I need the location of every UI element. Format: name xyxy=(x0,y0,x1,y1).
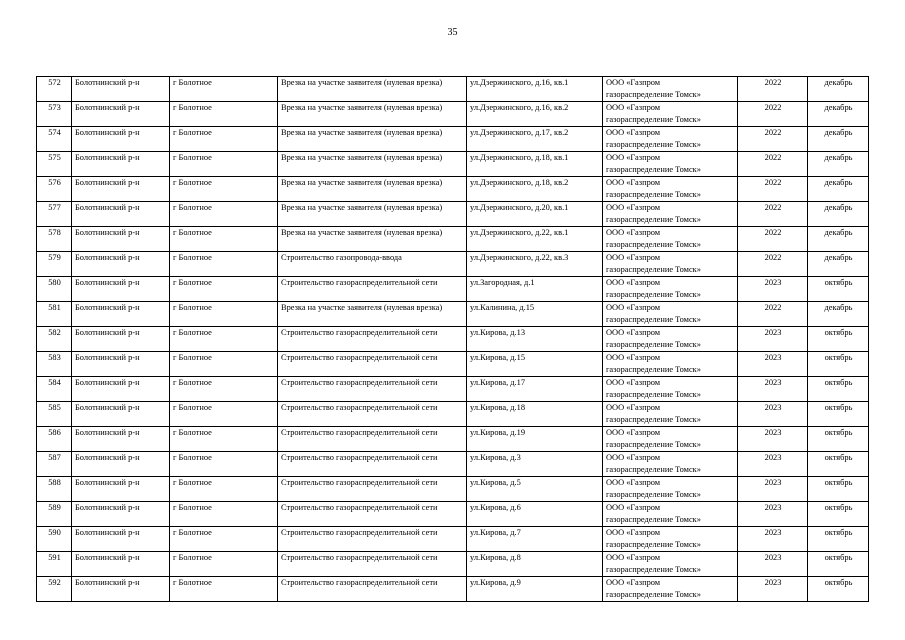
organization-cell xyxy=(603,227,738,252)
year-cell: 2023 xyxy=(738,402,808,427)
address-cell: ул.Кирова, д.9 xyxy=(467,577,603,602)
district-cell: Болотнинский р-н xyxy=(72,327,170,352)
town-cell: г Болотное xyxy=(170,327,278,352)
year-cell: 2022 xyxy=(738,177,808,202)
gas-connection-table xyxy=(36,76,869,602)
year-cell: 2023 xyxy=(738,277,808,302)
organization-line-1: ООО «Газпром xyxy=(606,128,661,137)
month-cell: октябрь xyxy=(808,502,869,527)
organization-line-1: ООО «Газпром xyxy=(606,203,661,212)
organization-line-1: ООО «Газпром xyxy=(606,153,661,162)
town-cell: г Болотное xyxy=(170,377,278,402)
row-number-cell: 578 xyxy=(37,227,72,252)
month-cell: декабрь xyxy=(808,202,869,227)
town-cell: г Болотное xyxy=(170,452,278,477)
work-type-cell: Врезка на участке заявителя (нулевая врезка) xyxy=(278,302,467,327)
year-cell: 2023 xyxy=(738,477,808,502)
organization-line-1: ООО «Газпром xyxy=(606,453,661,462)
organization-cell xyxy=(603,127,738,152)
month-cell: декабрь xyxy=(808,102,869,127)
work-type-cell: Строительство газопровода-ввода xyxy=(278,252,467,277)
organization-line-2: газораспределение Томск» xyxy=(606,265,701,274)
row-number-cell: 590 xyxy=(37,527,72,552)
organization-cell xyxy=(603,252,738,277)
table-row xyxy=(37,152,869,177)
year-cell: 2022 xyxy=(738,152,808,177)
month-cell: октябрь xyxy=(808,352,869,377)
address-cell: ул.Дзержинского, д.16, кв.1 xyxy=(467,77,603,102)
year-cell: 2022 xyxy=(738,102,808,127)
district-cell: Болотнинский р-н xyxy=(72,377,170,402)
year-cell: 2023 xyxy=(738,552,808,577)
organization-line-1: ООО «Газпром xyxy=(606,178,661,187)
year-cell: 2022 xyxy=(738,127,808,152)
year-cell: 2023 xyxy=(738,352,808,377)
table-row xyxy=(37,277,869,302)
organization-line-1: ООО «Газпром xyxy=(606,253,661,262)
organization-line-1: ООО «Газпром xyxy=(606,578,661,587)
organization-cell xyxy=(603,402,738,427)
month-cell: октябрь xyxy=(808,577,869,602)
table-row xyxy=(37,502,869,527)
organization-line-2: газораспределение Томск» xyxy=(606,140,701,149)
district-cell: Болотнинский р-н xyxy=(72,552,170,577)
district-cell: Болотнинский р-н xyxy=(72,477,170,502)
work-type-cell: Строительство газораспределительной сети xyxy=(278,352,467,377)
row-number-cell: 581 xyxy=(37,302,72,327)
month-cell: октябрь xyxy=(808,452,869,477)
district-cell: Болотнинский р-н xyxy=(72,102,170,127)
district-cell: Болотнинский р-н xyxy=(72,277,170,302)
work-type-cell: Строительство газораспределительной сети xyxy=(278,477,467,502)
district-cell: Болотнинский р-н xyxy=(72,302,170,327)
town-cell: г Болотное xyxy=(170,502,278,527)
organization-line-2: газораспределение Томск» xyxy=(606,465,701,474)
organization-line-1: ООО «Газпром xyxy=(606,328,661,337)
organization-cell xyxy=(603,77,738,102)
year-cell: 2023 xyxy=(738,377,808,402)
address-cell: ул.Кирова, д.15 xyxy=(467,352,603,377)
address-cell: ул.Кирова, д.8 xyxy=(467,552,603,577)
district-cell: Болотнинский р-н xyxy=(72,202,170,227)
row-number-cell: 584 xyxy=(37,377,72,402)
year-cell: 2023 xyxy=(738,577,808,602)
organization-cell xyxy=(603,552,738,577)
month-cell: октябрь xyxy=(808,477,869,502)
table-row xyxy=(37,452,869,477)
page-number: 35 xyxy=(447,27,458,38)
district-cell: Болотнинский р-н xyxy=(72,527,170,552)
table-row xyxy=(37,377,869,402)
year-cell: 2022 xyxy=(738,202,808,227)
table-row xyxy=(37,327,869,352)
table-row xyxy=(37,202,869,227)
town-cell: г Болотное xyxy=(170,402,278,427)
address-cell: ул.Кирова, д.18 xyxy=(467,402,603,427)
work-type-cell: Врезка на участке заявителя (нулевая врезка) xyxy=(278,152,467,177)
year-cell: 2022 xyxy=(738,77,808,102)
table-row xyxy=(37,427,869,452)
month-cell: октябрь xyxy=(808,427,869,452)
row-number-cell: 577 xyxy=(37,202,72,227)
organization-line-1: ООО «Газпром xyxy=(606,528,661,537)
month-cell: декабрь xyxy=(808,252,869,277)
month-cell: декабрь xyxy=(808,77,869,102)
organization-line-1: ООО «Газпром xyxy=(606,428,661,437)
row-number-cell: 583 xyxy=(37,352,72,377)
year-cell: 2023 xyxy=(738,502,808,527)
district-cell: Болотнинский р-н xyxy=(72,177,170,202)
address-cell: ул.Дзержинского, д.22, кв.3 xyxy=(467,252,603,277)
town-cell: г Болотное xyxy=(170,427,278,452)
organization-line-2: газораспределение Томск» xyxy=(606,590,701,599)
work-type-cell: Строительство газораспределительной сети xyxy=(278,427,467,452)
organization-line-1: ООО «Газпром xyxy=(606,228,661,237)
organization-line-2: газораспределение Томск» xyxy=(606,390,701,399)
town-cell: г Болотное xyxy=(170,227,278,252)
address-cell: ул.Дзержинского, д.17, кв.2 xyxy=(467,127,603,152)
table-row xyxy=(37,302,869,327)
row-number-cell: 573 xyxy=(37,102,72,127)
town-cell: г Болотное xyxy=(170,252,278,277)
organization-cell xyxy=(603,427,738,452)
town-cell: г Болотное xyxy=(170,102,278,127)
town-cell: г Болотное xyxy=(170,177,278,202)
organization-line-1: ООО «Газпром xyxy=(606,353,661,362)
table-body xyxy=(37,77,869,602)
organization-line-2: газораспределение Томск» xyxy=(606,90,701,99)
month-cell: октябрь xyxy=(808,402,869,427)
town-cell: г Болотное xyxy=(170,127,278,152)
town-cell: г Болотное xyxy=(170,302,278,327)
year-cell: 2023 xyxy=(738,527,808,552)
address-cell: ул.Кирова, д.17 xyxy=(467,377,603,402)
table-row xyxy=(37,577,869,602)
organization-cell xyxy=(603,527,738,552)
town-cell: г Болотное xyxy=(170,527,278,552)
address-cell: ул.Кирова, д.13 xyxy=(467,327,603,352)
month-cell: октябрь xyxy=(808,327,869,352)
table-row xyxy=(37,527,869,552)
district-cell: Болотнинский р-н xyxy=(72,577,170,602)
address-cell: ул.Дзержинского, д.16, кв.2 xyxy=(467,102,603,127)
address-cell: ул.Дзержинского, д.18, кв.2 xyxy=(467,177,603,202)
address-cell: ул.Дзержинского, д.18, кв.1 xyxy=(467,152,603,177)
town-cell: г Болотное xyxy=(170,277,278,302)
district-cell: Болотнинский р-н xyxy=(72,127,170,152)
work-type-cell: Строительство газораспределительной сети xyxy=(278,552,467,577)
district-cell: Болотнинский р-н xyxy=(72,427,170,452)
row-number-cell: 576 xyxy=(37,177,72,202)
month-cell: декабрь xyxy=(808,177,869,202)
table-row xyxy=(37,177,869,202)
year-cell: 2023 xyxy=(738,427,808,452)
address-cell: ул.Калинина, д.15 xyxy=(467,302,603,327)
table-row xyxy=(37,127,869,152)
organization-line-1: ООО «Газпром xyxy=(606,278,661,287)
district-cell: Болотнинский р-н xyxy=(72,252,170,277)
year-cell: 2023 xyxy=(738,327,808,352)
month-cell: декабрь xyxy=(808,302,869,327)
district-cell: Болотнинский р-н xyxy=(72,77,170,102)
row-number-cell: 572 xyxy=(37,77,72,102)
address-cell: ул.Кирова, д.5 xyxy=(467,477,603,502)
address-cell: ул.Дзержинского, д.20, кв.1 xyxy=(467,202,603,227)
table-row xyxy=(37,352,869,377)
organization-cell xyxy=(603,302,738,327)
organization-line-2: газораспределение Томск» xyxy=(606,365,701,374)
organization-cell xyxy=(603,152,738,177)
work-type-cell: Врезка на участке заявителя (нулевая врезка) xyxy=(278,177,467,202)
organization-line-2: газораспределение Томск» xyxy=(606,440,701,449)
work-type-cell: Строительство газораспределительной сети xyxy=(278,377,467,402)
address-cell: ул.Кирова, д.6 xyxy=(467,502,603,527)
work-type-cell: Строительство газораспределительной сети xyxy=(278,402,467,427)
table-row xyxy=(37,477,869,502)
work-type-cell: Врезка на участке заявителя (нулевая врезка) xyxy=(278,127,467,152)
work-type-cell: Строительство газораспределительной сети xyxy=(278,527,467,552)
town-cell: г Болотное xyxy=(170,577,278,602)
address-cell: ул.Кирова, д.3 xyxy=(467,452,603,477)
month-cell: декабрь xyxy=(808,127,869,152)
work-type-cell: Врезка на участке заявителя (нулевая врезка) xyxy=(278,102,467,127)
organization-line-2: газораспределение Томск» xyxy=(606,515,701,524)
month-cell: октябрь xyxy=(808,527,869,552)
organization-cell xyxy=(603,327,738,352)
organization-line-2: газораспределение Томск» xyxy=(606,165,701,174)
row-number-cell: 589 xyxy=(37,502,72,527)
district-cell: Болотнинский р-н xyxy=(72,227,170,252)
organization-cell xyxy=(603,452,738,477)
organization-line-1: ООО «Газпром xyxy=(606,378,661,387)
organization-line-1: ООО «Газпром xyxy=(606,103,661,112)
district-cell: Болотнинский р-н xyxy=(72,502,170,527)
organization-line-2: газораспределение Томск» xyxy=(606,490,701,499)
month-cell: декабрь xyxy=(808,152,869,177)
row-number-cell: 582 xyxy=(37,327,72,352)
address-cell: ул.Дзержинского, д.22, кв.1 xyxy=(467,227,603,252)
work-type-cell: Строительство газораспределительной сети xyxy=(278,277,467,302)
organization-line-1: ООО «Газпром xyxy=(606,403,661,412)
organization-line-2: газораспределение Томск» xyxy=(606,340,701,349)
address-cell: ул.Кирова, д.19 xyxy=(467,427,603,452)
town-cell: г Болотное xyxy=(170,552,278,577)
work-type-cell: Врезка на участке заявителя (нулевая врезка) xyxy=(278,202,467,227)
organization-line-2: газораспределение Томск» xyxy=(606,415,701,424)
organization-cell xyxy=(603,277,738,302)
row-number-cell: 587 xyxy=(37,452,72,477)
row-number-cell: 591 xyxy=(37,552,72,577)
organization-cell xyxy=(603,202,738,227)
work-type-cell: Врезка на участке заявителя (нулевая врезка) xyxy=(278,77,467,102)
month-cell: октябрь xyxy=(808,552,869,577)
table-row xyxy=(37,227,869,252)
organization-cell xyxy=(603,177,738,202)
organization-line-1: ООО «Газпром xyxy=(606,503,661,512)
district-cell: Болотнинский р-н xyxy=(72,352,170,377)
district-cell: Болотнинский р-н xyxy=(72,402,170,427)
organization-cell xyxy=(603,477,738,502)
district-cell: Болотнинский р-н xyxy=(72,452,170,477)
work-type-cell: Строительство газораспределительной сети xyxy=(278,327,467,352)
organization-line-1: ООО «Газпром xyxy=(606,78,661,87)
address-cell: ул.Загородная, д.1 xyxy=(467,277,603,302)
organization-line-2: газораспределение Томск» xyxy=(606,115,701,124)
work-type-cell: Строительство газораспределительной сети xyxy=(278,502,467,527)
table-row xyxy=(37,252,869,277)
organization-line-2: газораспределение Томск» xyxy=(606,290,701,299)
organization-line-2: газораспределение Томск» xyxy=(606,565,701,574)
organization-line-2: газораспределение Томск» xyxy=(606,240,701,249)
table-row xyxy=(37,552,869,577)
town-cell: г Болотное xyxy=(170,477,278,502)
work-type-cell: Строительство газораспределительной сети xyxy=(278,452,467,477)
organization-line-1: ООО «Газпром xyxy=(606,553,661,562)
organization-line-2: газораспределение Томск» xyxy=(606,315,701,324)
row-number-cell: 579 xyxy=(37,252,72,277)
row-number-cell: 575 xyxy=(37,152,72,177)
month-cell: октябрь xyxy=(808,377,869,402)
row-number-cell: 580 xyxy=(37,277,72,302)
row-number-cell: 574 xyxy=(37,127,72,152)
organization-line-1: ООО «Газпром xyxy=(606,303,661,312)
row-number-cell: 586 xyxy=(37,427,72,452)
address-cell: ул.Кирова, д.7 xyxy=(467,527,603,552)
row-number-cell: 592 xyxy=(37,577,72,602)
work-type-cell: Строительство газораспределительной сети xyxy=(278,577,467,602)
organization-line-1: ООО «Газпром xyxy=(606,478,661,487)
town-cell: г Болотное xyxy=(170,152,278,177)
district-cell: Болотнинский р-н xyxy=(72,152,170,177)
table-row xyxy=(37,77,869,102)
town-cell: г Болотное xyxy=(170,77,278,102)
year-cell: 2022 xyxy=(738,302,808,327)
organization-cell xyxy=(603,377,738,402)
organization-line-2: газораспределение Томск» xyxy=(606,540,701,549)
table-row xyxy=(37,402,869,427)
organization-cell xyxy=(603,352,738,377)
row-number-cell: 585 xyxy=(37,402,72,427)
month-cell: декабрь xyxy=(808,227,869,252)
year-cell: 2023 xyxy=(738,452,808,477)
row-number-cell: 588 xyxy=(37,477,72,502)
month-cell: октябрь xyxy=(808,277,869,302)
organization-cell xyxy=(603,502,738,527)
organization-cell xyxy=(603,577,738,602)
year-cell: 2022 xyxy=(738,252,808,277)
town-cell: г Болотное xyxy=(170,352,278,377)
work-type-cell: Врезка на участке заявителя (нулевая врезка) xyxy=(278,227,467,252)
organization-line-2: газораспределение Томск» xyxy=(606,190,701,199)
town-cell: г Болотное xyxy=(170,202,278,227)
table-row xyxy=(37,102,869,127)
year-cell: 2022 xyxy=(738,227,808,252)
organization-cell xyxy=(603,102,738,127)
organization-line-2: газораспределение Томск» xyxy=(606,215,701,224)
